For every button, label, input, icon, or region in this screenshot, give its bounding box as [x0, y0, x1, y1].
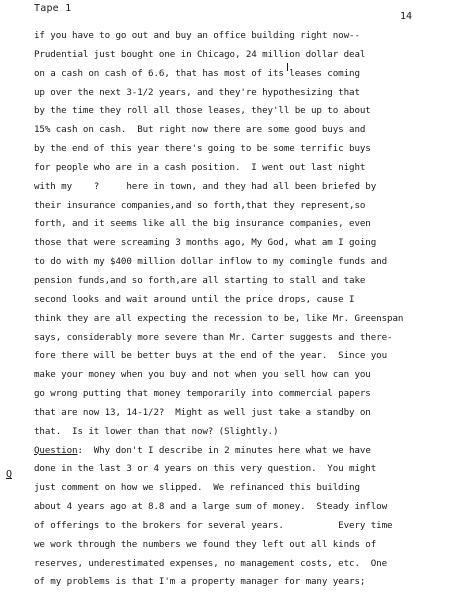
question-text: : Why don't I describe in 2 minutes here what we have: [77, 444, 371, 456]
speaker-marker: Q: [6, 469, 13, 480]
transcript-line: their insurance companies,and so forth,that they represent,so: [34, 199, 366, 211]
transcript-line: pension funds,and so forth,are all starting to stall and take: [34, 274, 366, 286]
transcript-line: 15% cash on cash. But right now there are some good buys and: [34, 124, 366, 136]
transcript-line: Prudential just bought one in Chicago, 24 million dollar deal: [34, 48, 366, 60]
transcript-line: up over the next 3-1/2 years, and they're hypothesizing that: [34, 86, 360, 98]
transcript-line: second looks and wait around until the price drops, cause I: [34, 293, 355, 305]
transcript-line: for people who are in a cash position. I went out last night: [34, 161, 366, 173]
transcript-line: those that were screaming 3 months ago, My God, what am I going: [34, 237, 377, 249]
transcript-line: says, considerably more severe than Mr. Carter suggests and there-: [34, 331, 393, 343]
transcript-line: of my problems is that I'm a property manager for many years;: [34, 576, 366, 588]
transcript-line: on a cash on cash of 6.6, that has most of its leases coming: [34, 67, 360, 79]
transcript-line: just comment on how we slipped. We refinanced this building: [34, 482, 360, 494]
tape-label: Tape 1: [34, 3, 72, 14]
transcript-line: think they are all expecting the recession to be, like Mr. Greenspan: [34, 312, 404, 324]
transcript-line: make your money when you buy and not when you sell how can you: [34, 369, 371, 381]
transcript-line: to do with my $400 million dollar inflow to my comingle funds and: [34, 256, 388, 268]
transcript-line: with my ? here in town, and they had all been briefed by: [34, 180, 377, 192]
transcript-line: by the time they roll all those leases, they'll be up to about: [34, 105, 371, 117]
question-line: [34, 442, 458, 461]
transcript-line: go wrong putting that money temporarily into commercial papers: [34, 388, 371, 400]
transcript-body: [34, 27, 458, 592]
transcript-line: reserves, underestimated expenses, no management costs, etc. One: [34, 557, 388, 569]
transcript-line: about 4 years ago at 8.8 and a large sum of money. Steady inflow: [34, 501, 388, 513]
transcript-line: if you have to go out and buy an office building right now--: [34, 30, 360, 41]
page-number: 14: [400, 11, 413, 22]
transcript-line: forth, and it seems like all the big insurance companies, even: [34, 218, 371, 230]
transcript-line: that are now 13, 14-1/2? Might as well just take a standby on: [34, 406, 371, 418]
transcript-line: fore there will be better buys at the end of the year. Since you: [34, 350, 388, 362]
question-label: Question: [34, 444, 78, 456]
transcript-line: we work through the numbers we found they left out all kinds of: [34, 538, 377, 550]
transcript-line: of offerings to the brokers for several years. Every time: [34, 519, 393, 531]
transcript-line: done in the last 3 or 4 years on this very question. You might: [34, 463, 377, 475]
transcript-line: that. Is it lower than that now? (Slightly.): [34, 425, 279, 437]
transcript-line: by the end of this year there's going to be some terrific buys: [34, 143, 371, 155]
